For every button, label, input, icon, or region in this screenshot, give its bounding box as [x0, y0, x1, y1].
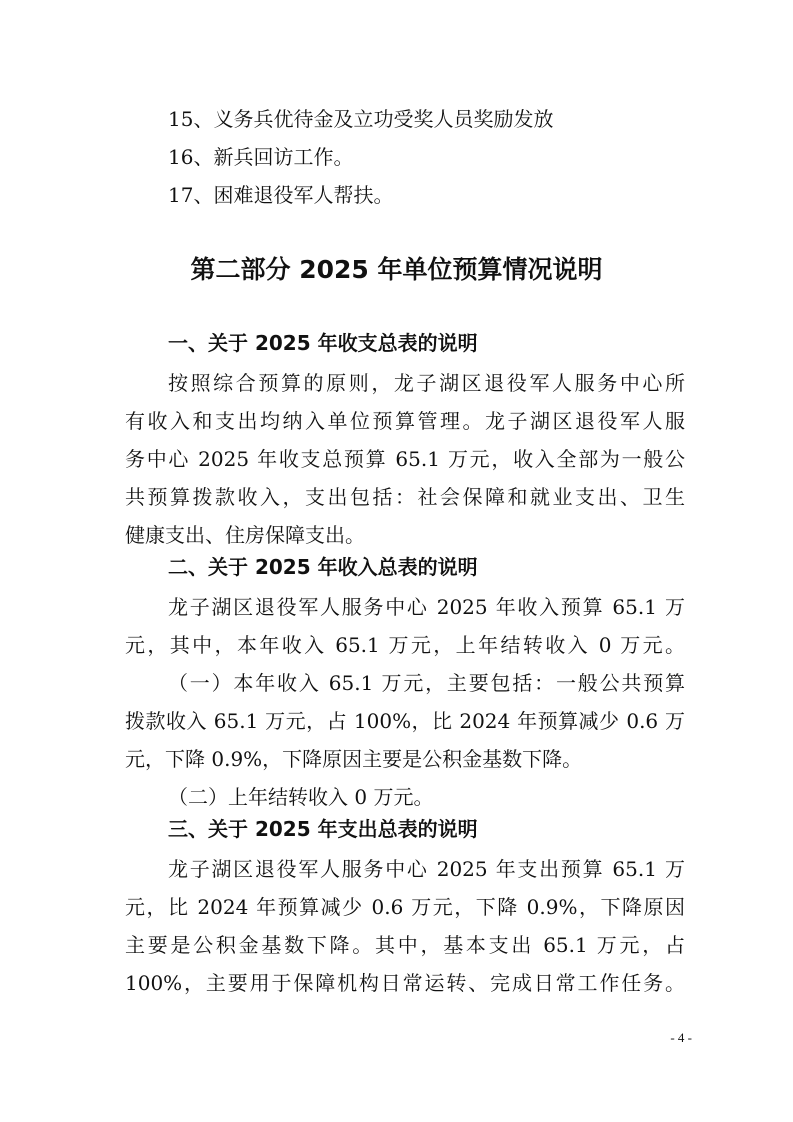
page-number: - 4 - — [670, 1030, 692, 1045]
paragraph-line: 元，比 2024 年预算减少 0.6 万元，下降 0.9%，下降原因 — [125, 895, 685, 919]
paragraph-line: 拨款收入 65.1 万元，占 100%，比 2024 年预算减少 0.6 万 — [125, 709, 685, 733]
paragraph-line: 有收入和支出均纳入单位预算管理。龙子湖区退役军人服 — [125, 409, 685, 433]
list-item: 17、困难退役军人帮扶。 — [168, 183, 394, 207]
section-heading: 一、关于 2025 年收支总表的说明 — [168, 331, 478, 355]
list-item: 16、新兵回访工作。 — [168, 145, 354, 169]
list-item: 15、义务兵优待金及立功受奖人员奖励发放 — [168, 107, 554, 131]
paragraph-line: 元，其中，本年收入 65.1 万元，上年结转收入 0 万元。 — [125, 633, 685, 657]
paragraph-line: 龙子湖区退役军人服务中心 2025 年支出预算 65.1 万 — [168, 857, 685, 881]
paragraph-line: （一）本年收入 65.1 万元，主要包括：一般公共预算 — [168, 671, 685, 695]
section-title: 第二部分 2025 年单位预算情况说明 — [190, 255, 603, 284]
paragraph-line: 100%，主要用于保障机构日常运转、完成日常工作任务。 — [125, 971, 685, 995]
paragraph-line: 务中心 2025 年收支总预算 65.1 万元，收入全部为一般公 — [125, 447, 685, 471]
paragraph-line: 健康支出、住房保障支出。 — [125, 523, 365, 547]
section-heading: 三、关于 2025 年支出总表的说明 — [168, 817, 478, 841]
paragraph-line: 元，下降 0.9%，下降原因主要是公积金基数下降。 — [125, 747, 583, 771]
section-heading: 二、关于 2025 年收入总表的说明 — [168, 555, 478, 579]
paragraph-line: 按照综合预算的原则，龙子湖区退役军人服务中心所 — [168, 371, 685, 395]
paragraph-line: 龙子湖区退役军人服务中心 2025 年收入预算 65.1 万 — [168, 595, 685, 619]
paragraph-line: 共预算拨款收入，支出包括：社会保障和就业支出、卫生 — [125, 485, 685, 509]
paragraph-line: （二）上年结转收入 0 万元。 — [168, 785, 434, 809]
paragraph-line: 主要是公积金基数下降。其中，基本支出 65.1 万元，占 — [125, 933, 685, 957]
